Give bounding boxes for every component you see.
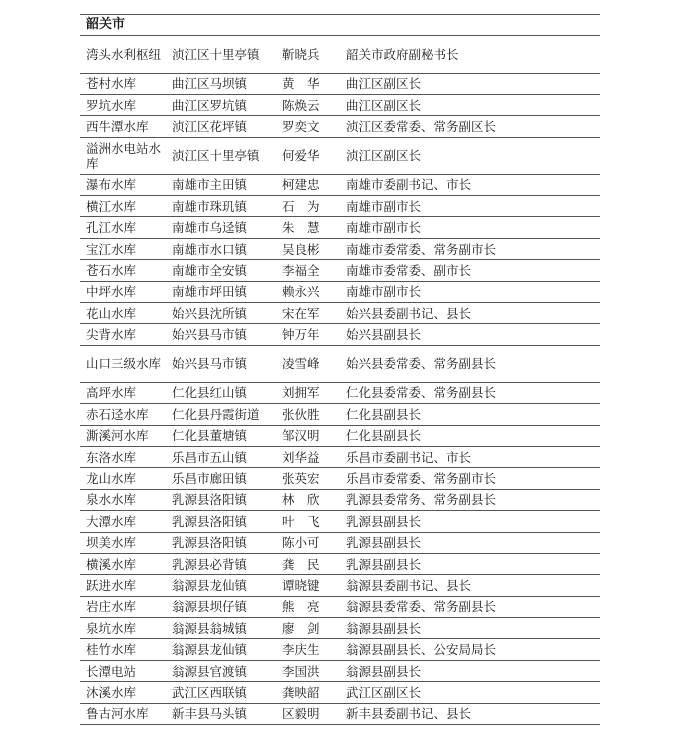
location-cell: 仁化县红山镇 (166, 382, 276, 403)
responsible-person-cell: 廖 剑 (276, 618, 340, 639)
reservoir-name-cell: 孔江水库 (80, 217, 166, 238)
reservoir-name-cell: 跃进水库 (80, 575, 166, 596)
reservoir-name-cell: 鲁古河水库 (80, 703, 166, 724)
position-cell: 南雄市委副书记、市长 (340, 174, 600, 195)
position-cell: 南雄市委常委、副市长 (340, 260, 600, 281)
table-row (80, 532, 600, 553)
position-cell: 仁化县委常委、常务副县长 (340, 382, 600, 403)
responsible-person-cell: 石 为 (276, 196, 340, 217)
table-row (80, 682, 600, 703)
table-row (80, 382, 600, 403)
position-cell: 仁化县副县长 (340, 425, 600, 446)
location-cell: 南雄市全安镇 (166, 260, 276, 281)
reservoir-name-cell: 澌溪河水库 (80, 425, 166, 446)
location-cell: 南雄市坪田镇 (166, 281, 276, 302)
location-cell: 仁化县董塘镇 (166, 425, 276, 446)
reservoir-name-cell: 湾头水利枢纽 (80, 36, 166, 73)
section-title: 韶关市 (80, 14, 600, 36)
position-cell: 乳源县副县长 (340, 511, 600, 532)
reservoir-name-cell: 岩庄水库 (80, 596, 166, 617)
position-cell: 翁源县副县长 (340, 618, 600, 639)
responsible-person-cell: 吴良彬 (276, 238, 340, 259)
reservoir-name-cell: 山口三级水库 (80, 345, 166, 382)
table-row (80, 238, 600, 259)
reservoir-name-cell: 苍村水库 (80, 73, 166, 94)
location-cell: 始兴县马市镇 (166, 324, 276, 345)
table-row (80, 489, 600, 510)
reservoir-responsibility-table (80, 14, 600, 725)
position-cell: 乐昌市委常委、常务副市长 (340, 468, 600, 489)
responsible-person-cell: 刘华益 (276, 446, 340, 467)
table-row (80, 303, 600, 324)
reservoir-name-cell: 苍石水库 (80, 260, 166, 281)
responsible-person-cell: 朱 慧 (276, 217, 340, 238)
position-cell: 浈江区副区长 (340, 137, 600, 174)
responsible-person-cell: 李国洪 (276, 660, 340, 681)
position-cell: 翁源县委常委、常务副县长 (340, 596, 600, 617)
location-cell: 南雄市主田镇 (166, 174, 276, 195)
location-cell: 翁源县坝仔镇 (166, 596, 276, 617)
responsible-person-cell: 林 欣 (276, 489, 340, 510)
position-cell: 翁源县委副书记、县长 (340, 575, 600, 596)
table-row (80, 575, 600, 596)
responsible-person-cell: 罗奕文 (276, 116, 340, 137)
table-row (80, 217, 600, 238)
table-row (80, 345, 600, 382)
location-cell: 新丰县马头镇 (166, 703, 276, 724)
responsible-person-cell: 龚 民 (276, 553, 340, 574)
reservoir-name-cell: 尖背水库 (80, 324, 166, 345)
position-cell: 武江区副区长 (340, 682, 600, 703)
location-cell: 始兴县沈所镇 (166, 303, 276, 324)
responsible-person-cell: 何爱华 (276, 137, 340, 174)
location-cell: 翁源县翁城镇 (166, 618, 276, 639)
location-cell: 浈江区十里亭镇 (166, 137, 276, 174)
position-cell: 始兴县委常委、常务副县长 (340, 345, 600, 382)
responsible-person-cell: 钟万年 (276, 324, 340, 345)
reservoir-name-cell: 横溪水库 (80, 553, 166, 574)
location-cell: 翁源县龙仙镇 (166, 575, 276, 596)
table-row (80, 324, 600, 345)
responsible-person-cell: 叶 飞 (276, 511, 340, 532)
table-row (80, 404, 600, 425)
location-cell: 浈江区十里亭镇 (166, 36, 276, 73)
table-row (80, 553, 600, 574)
reservoir-name-cell: 西牛潭水库 (80, 116, 166, 137)
reservoir-name-cell: 罗坑水库 (80, 94, 166, 115)
responsible-person-cell: 刘拥军 (276, 382, 340, 403)
reservoir-name-cell: 龙山水库 (80, 468, 166, 489)
position-cell: 翁源县副县长 (340, 660, 600, 681)
location-cell: 曲江区罗坑镇 (166, 94, 276, 115)
location-cell: 翁源县龙仙镇 (166, 639, 276, 660)
responsible-person-cell: 邹汉明 (276, 425, 340, 446)
reservoir-name-cell: 大潭水库 (80, 511, 166, 532)
reservoir-name-cell: 赤石迳水库 (80, 404, 166, 425)
reservoir-name-cell: 桂竹水库 (80, 639, 166, 660)
responsible-person-cell: 陈小可 (276, 532, 340, 553)
position-cell: 仁化县副县长 (340, 404, 600, 425)
responsible-person-cell: 李福全 (276, 260, 340, 281)
table-row (80, 703, 600, 724)
table-row (80, 639, 600, 660)
reservoir-name-cell: 沐溪水库 (80, 682, 166, 703)
table-row (80, 137, 600, 174)
table-row (80, 73, 600, 94)
position-cell: 乳源县副县长 (340, 532, 600, 553)
reservoir-name-cell: 瀑布水库 (80, 174, 166, 195)
location-cell: 始兴县马市镇 (166, 345, 276, 382)
table-row (80, 618, 600, 639)
table-row (80, 94, 600, 115)
position-cell: 南雄市副市长 (340, 217, 600, 238)
reservoir-name-cell: 溢洲水电站水库 (80, 137, 166, 174)
position-cell: 乐昌市委副书记、市长 (340, 446, 600, 467)
responsible-person-cell: 宋在军 (276, 303, 340, 324)
responsible-person-cell: 靳晓兵 (276, 36, 340, 73)
position-cell: 曲江区副区长 (340, 94, 600, 115)
position-cell: 浈江区委常委、常务副区长 (340, 116, 600, 137)
reservoir-name-cell: 坝美水库 (80, 532, 166, 553)
table-row (80, 116, 600, 137)
table-row (80, 425, 600, 446)
position-cell: 南雄市副市长 (340, 281, 600, 302)
responsible-person-cell: 张伙胜 (276, 404, 340, 425)
location-cell: 南雄市乌迳镇 (166, 217, 276, 238)
responsible-person-cell: 陈焕云 (276, 94, 340, 115)
responsible-person-cell: 凌雪峰 (276, 345, 340, 382)
responsible-person-cell: 张英宏 (276, 468, 340, 489)
position-cell: 南雄市委常委、常务副市长 (340, 238, 600, 259)
responsible-person-cell: 柯建忠 (276, 174, 340, 195)
responsible-person-cell: 赖永兴 (276, 281, 340, 302)
reservoir-name-cell: 中坪水库 (80, 281, 166, 302)
location-cell: 仁化县丹霞街道 (166, 404, 276, 425)
table-row (80, 446, 600, 467)
reservoir-name-cell: 泉坑水库 (80, 618, 166, 639)
position-cell: 乳源县副县长 (340, 553, 600, 574)
table-row (80, 281, 600, 302)
reservoir-name-cell: 泉水水库 (80, 489, 166, 510)
reservoir-name-cell: 长潭电站 (80, 660, 166, 681)
reservoir-name-cell: 宝江水库 (80, 238, 166, 259)
position-cell: 韶关市政府副秘书长 (340, 36, 600, 73)
location-cell: 乳源县洛阳镇 (166, 532, 276, 553)
table-row (80, 511, 600, 532)
responsible-person-cell: 黄 华 (276, 73, 340, 94)
reservoir-name-cell: 高坪水库 (80, 382, 166, 403)
reservoir-name-cell: 东洛水库 (80, 446, 166, 467)
table-row (80, 660, 600, 681)
responsible-person-cell: 龚映韶 (276, 682, 340, 703)
responsible-person-cell: 熊 亮 (276, 596, 340, 617)
table-row (80, 36, 600, 73)
location-cell: 乳源县洛阳镇 (166, 511, 276, 532)
table-row (80, 468, 600, 489)
position-cell: 曲江区副区长 (340, 73, 600, 94)
location-cell: 南雄市水口镇 (166, 238, 276, 259)
location-cell: 浈江区花坪镇 (166, 116, 276, 137)
reservoir-name-cell: 花山水库 (80, 303, 166, 324)
reservoir-table (80, 36, 600, 725)
location-cell: 武江区西联镇 (166, 682, 276, 703)
location-cell: 乐昌市五山镇 (166, 446, 276, 467)
location-cell: 曲江区马坝镇 (166, 73, 276, 94)
position-cell: 乳源县委常务、常务副县长 (340, 489, 600, 510)
responsible-person-cell: 谭晓键 (276, 575, 340, 596)
location-cell: 翁源县官渡镇 (166, 660, 276, 681)
table-row (80, 174, 600, 195)
table-row (80, 596, 600, 617)
position-cell: 始兴县委副书记、县长 (340, 303, 600, 324)
location-cell: 乳源县必背镇 (166, 553, 276, 574)
reservoir-name-cell: 横江水库 (80, 196, 166, 217)
location-cell: 乐昌市廊田镇 (166, 468, 276, 489)
location-cell: 南雄市珠玑镇 (166, 196, 276, 217)
responsible-person-cell: 区毅明 (276, 703, 340, 724)
responsible-person-cell: 李庆生 (276, 639, 340, 660)
position-cell: 始兴县副县长 (340, 324, 600, 345)
position-cell: 翁源县副县长、公安局局长 (340, 639, 600, 660)
table-row (80, 196, 600, 217)
location-cell: 乳源县洛阳镇 (166, 489, 276, 510)
table-row (80, 260, 600, 281)
table-body (80, 36, 600, 725)
position-cell: 南雄市副市长 (340, 196, 600, 217)
position-cell: 新丰县委副书记、县长 (340, 703, 600, 724)
